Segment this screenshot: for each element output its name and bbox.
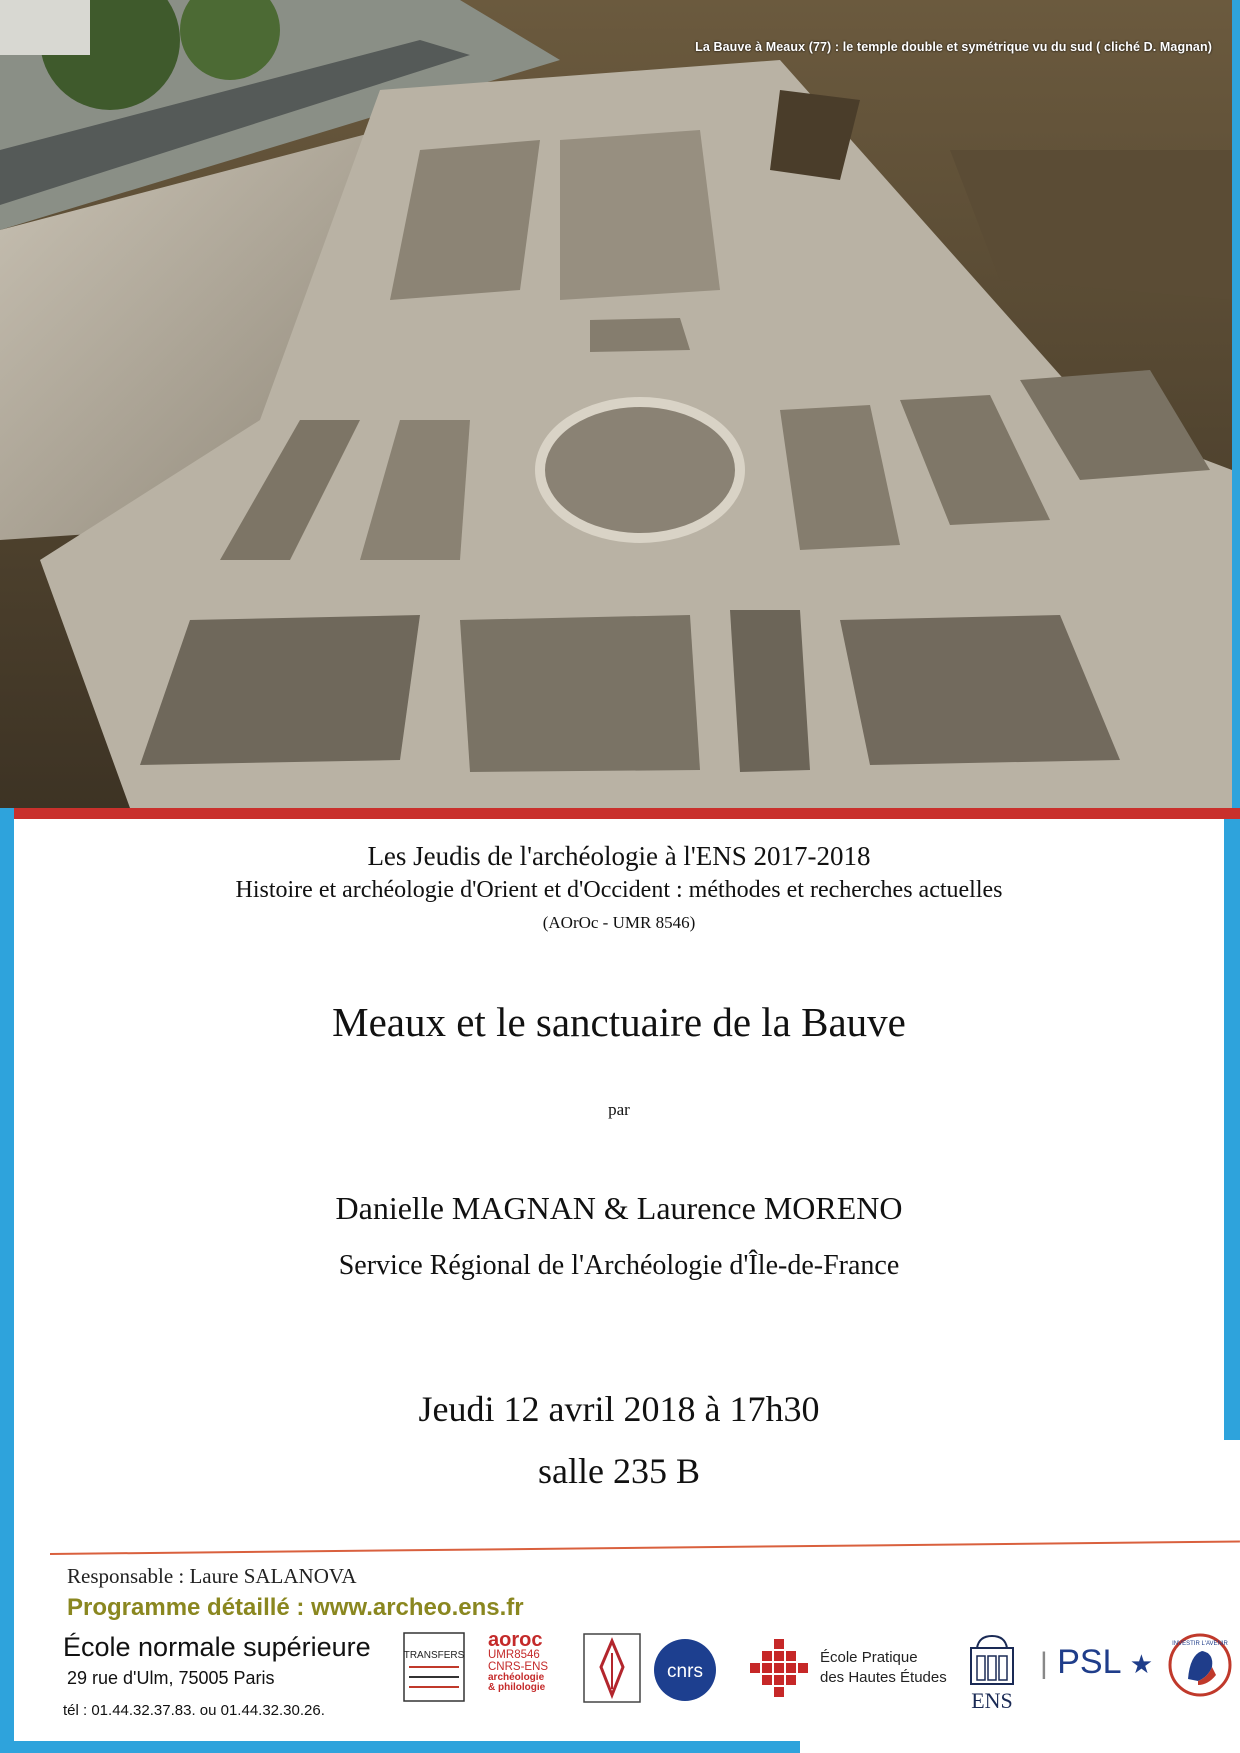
series-title: Les Jeudis de l'archéologie à l'ENS 2017-2018 xyxy=(367,841,871,871)
responsable-line: Responsable : Laure SALANOVA xyxy=(67,1564,357,1588)
talk-title: Meaux et le sanctuaire de la Bauve xyxy=(332,999,906,1045)
investir-avenir-logo xyxy=(1168,1633,1232,1697)
aoroc-logo xyxy=(488,1630,568,1705)
transfers-logo-text: TRANSFERS xyxy=(403,1650,465,1661)
red-divider-band xyxy=(14,808,1240,819)
programme-link[interactable]: Programme détaillé : www.archeo.ens.fr xyxy=(67,1594,524,1621)
ephe-line2: des Hautes Études xyxy=(820,1669,947,1687)
frame-left-strip xyxy=(0,710,14,1753)
psl-logo xyxy=(1040,1643,1153,1682)
excavation-photo xyxy=(0,0,1232,808)
lab-reference: (AOrOc - UMR 8546) xyxy=(542,913,696,932)
psl-divider: | xyxy=(1040,1647,1048,1680)
ens-logo-label: ENS xyxy=(971,1688,1013,1713)
psl-logo-text: PSL xyxy=(1057,1643,1121,1681)
frame-bottom-strip xyxy=(0,1741,800,1753)
aoroc-logo-line4: & philologie xyxy=(488,1682,546,1693)
ephe-logo-mark xyxy=(746,1637,812,1703)
ephe-logo-text xyxy=(820,1648,947,1689)
aoroc-logo-line2: CNRS-ENS xyxy=(488,1660,549,1673)
aoroc-logo-name: aoroc xyxy=(488,1629,543,1651)
event-date: Jeudi 12 avril 2018 à 17h30 xyxy=(418,1389,820,1429)
school-name: École normale supérieure xyxy=(63,1632,371,1662)
speakers: Danielle MAGNAN & Laurence MORENO xyxy=(335,1190,903,1226)
school-address: 29 rue d'Ulm, 75005 Paris xyxy=(67,1668,275,1688)
star-icon: ★ xyxy=(1129,1649,1154,1679)
ephe-line1: École Pratique xyxy=(820,1649,918,1666)
aoroc-logo-line1: UMR8546 xyxy=(488,1649,540,1661)
investir-logo-text: INVESTIR L'AVENIR xyxy=(1172,1641,1228,1647)
cnrs-logo xyxy=(652,1637,718,1703)
footer-divider xyxy=(50,1541,1240,1555)
aoroc-logo-line3: archéologie xyxy=(488,1672,545,1683)
event-room: salle 235 B xyxy=(538,1451,700,1491)
contact-phone: tél : 01.44.32.37.83. ou 01.44.32.30.26. xyxy=(63,1702,325,1719)
speaker-affiliation: Service Régional de l'Archéologie d'Île-de-France xyxy=(338,1250,900,1281)
series-subtitle: Histoire et archéologie d'Orient et d'Occident : méthodes et recherches actuelles xyxy=(235,877,1003,903)
transfers-logo xyxy=(403,1632,465,1702)
by-label: par xyxy=(608,1100,630,1119)
photo-caption: La Bauve à Meaux (77) : le temple double et symétrique vu du sud ( cliché D. Magnan) xyxy=(695,40,1212,54)
cnrs-logo-text: cnrs xyxy=(667,1661,703,1682)
pen-nib-logo xyxy=(583,1633,641,1703)
